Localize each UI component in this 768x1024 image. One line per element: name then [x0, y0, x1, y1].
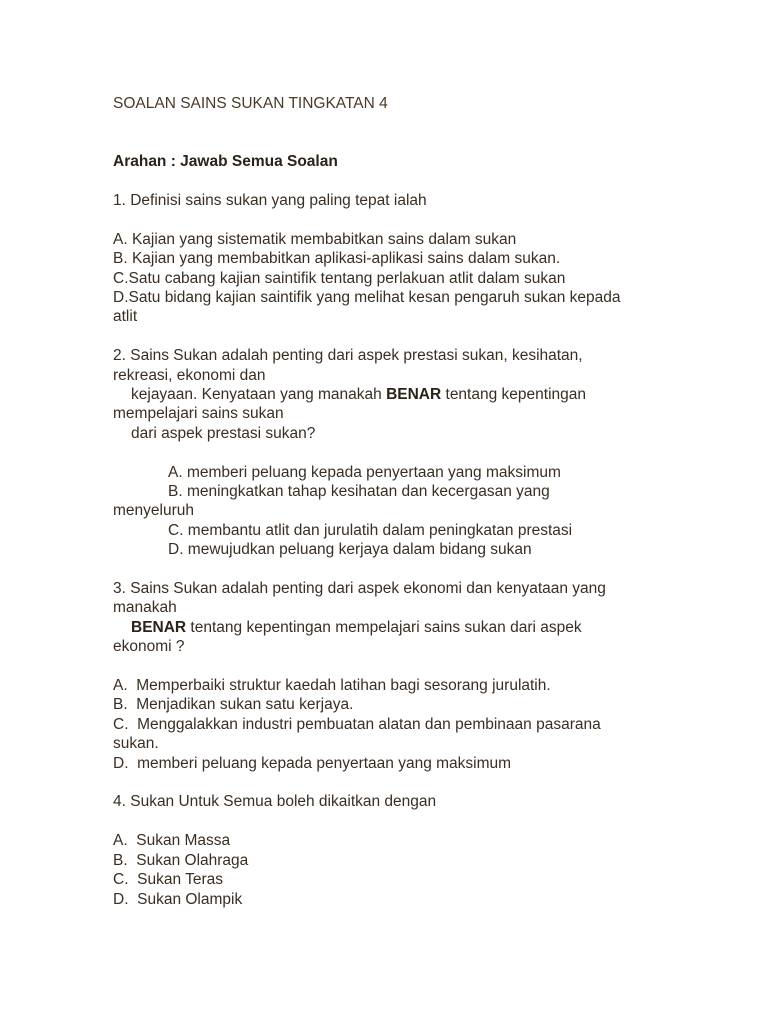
q1-option-c: C.Satu cabang kajian saintifik tentang perlakuan atlit dalam sukan: [113, 269, 566, 287]
question-3-line-3: BENAR tentang kepentingan mempelajari sains sukan dari aspek: [131, 618, 582, 636]
q3-option-c-cont: sukan.: [113, 735, 159, 753]
q3-option-b: B. Menjadikan sukan satu kerjaya.: [113, 696, 354, 714]
q2-option-b: B. meningkatkan tahap kesihatan dan kecergasan yang: [168, 483, 550, 501]
q2-option-b-cont: menyeluruh: [113, 502, 194, 520]
question-2-line-4: mempelajari sains sukan: [113, 405, 284, 423]
q3-option-d: D. memberi peluang kepada penyertaan yang maksimum: [113, 754, 512, 772]
question-2-line-1: 2. Sains Sukan adalah penting dari aspek prestasi sukan, kesihatan,: [113, 347, 583, 365]
question-1: 1. Definisi sains sukan yang paling tepat ialah: [113, 191, 427, 209]
q4-option-a: A. Sukan Massa: [113, 832, 231, 850]
q2-option-c: C. membantu atlit dan jurulatih dalam peningkatan prestasi: [168, 521, 573, 539]
q1-option-a: A. Kajian yang sistematik membabitkan sains dalam sukan: [113, 230, 517, 248]
q1-option-d: D.Satu bidang kajian saintifik yang melihat kesan pengaruh sukan kepada: [113, 289, 621, 306]
document-title: SOALAN SAINS SUKAN TINGKATAN 4: [113, 95, 388, 112]
document-page: [113, 94, 653, 909]
question-3-line-1: 3. Sains Sukan adalah penting dari aspek ekonomi dan kenyataan yang: [113, 580, 606, 598]
q1-option-d-cont: atlit: [113, 308, 138, 326]
instructions-heading: Arahan : Jawab Semua Soalan: [113, 153, 338, 171]
q3-option-c: C. Menggalakkan industri pembuatan alatan dan pembinaan pasarana: [113, 715, 601, 733]
question-2-line-3: kejayaan. Kenyataan yang manakah BENAR tentang kepentingan: [131, 386, 586, 404]
question-2-line-5: dari aspek prestasi sukan?: [131, 424, 316, 442]
emphasis-benar: BENAR: [386, 386, 442, 404]
q4-option-c: C. Sukan Teras: [113, 871, 223, 889]
q4-option-b: B. Sukan Olahraga: [113, 851, 249, 869]
question-3-line-2: manakah: [113, 599, 177, 617]
question-4: 4. Sukan Untuk Semua boleh dikaitkan dengan: [113, 793, 437, 811]
question-3-line-4: ekonomi ?: [113, 638, 185, 656]
q2-option-d: D. mewujudkan peluang kerjaya dalam bidang sukan: [168, 541, 532, 559]
q4-option-d: D. Sukan Olampik: [113, 890, 243, 908]
q3-option-a: A. Memperbaiki struktur kaedah latihan bagi sesorang jurulatih.: [113, 677, 551, 695]
question-2-line-2: rekreasi, ekonomi dan: [113, 366, 266, 384]
q1-option-b: B. Kajian yang membabitkan aplikasi-aplikasi sains dalam sukan.: [113, 250, 561, 268]
q2-option-a: A. memberi peluang kepada penyertaan yang maksimum: [168, 463, 561, 481]
emphasis-benar: BENAR: [131, 618, 187, 636]
